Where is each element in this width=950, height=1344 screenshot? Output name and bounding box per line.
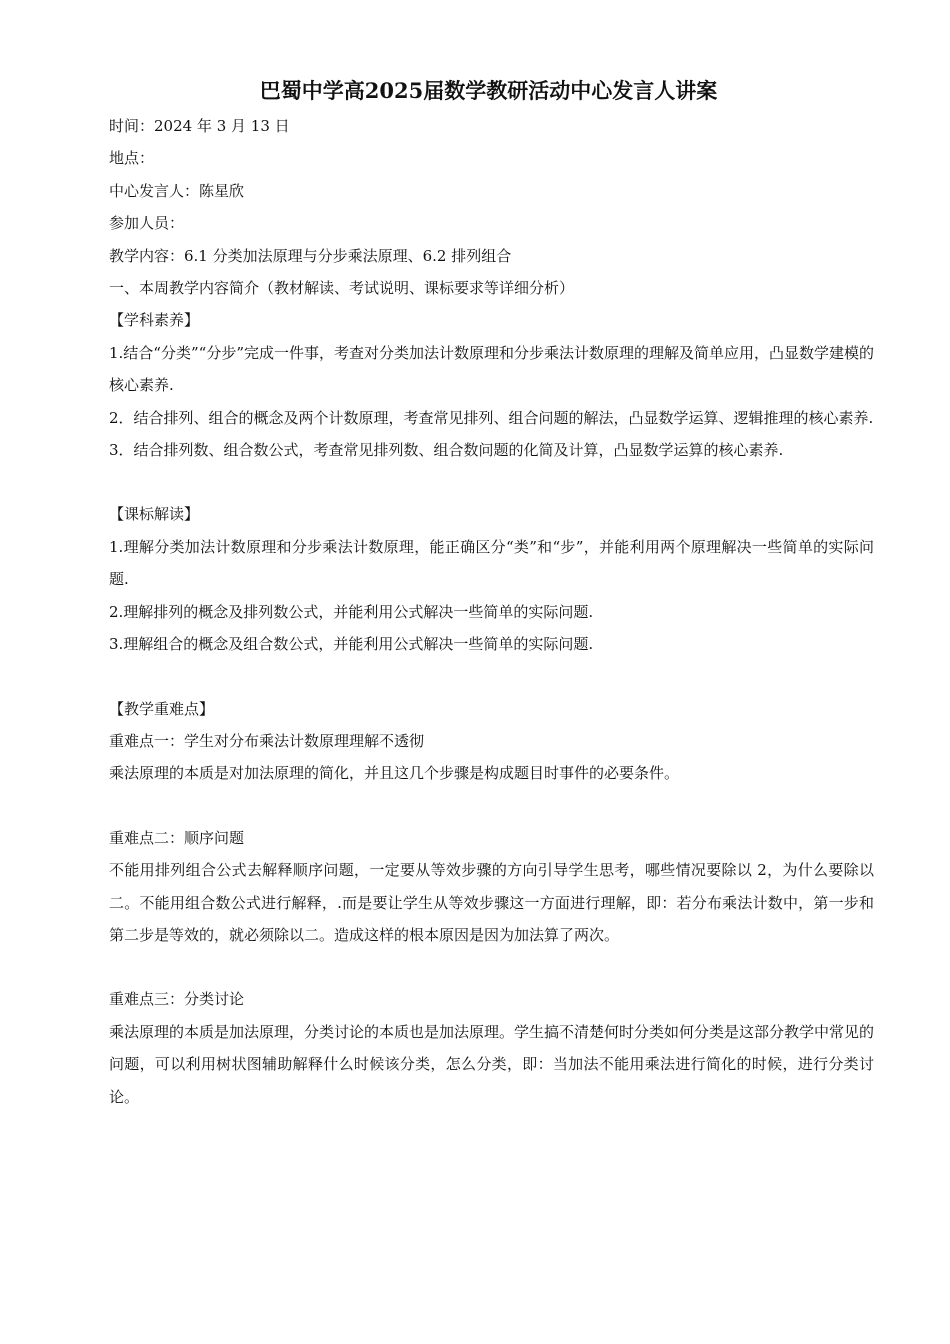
literacy-heading: 【学科素养】 bbox=[109, 311, 200, 330]
standards-item-2: 2.理解排列的概念及排列数公式，并能利用公式解决一些简单的实际问题. bbox=[109, 602, 594, 621]
key-point-2-text: 不能用排列组合公式去解释顺序问题，一定要从等效步骤的方向引导学生思考，哪些情况要除以 2，为什么要除以二。不能用组合数公式进行解释，.而是要让学生从等效步骤这一方面进行理解，即：若分布乘法计数中，第一步和第二步是等效的，就必须除以二。造成这样的根本原因是因为加法算了两次。 bbox=[109, 861, 874, 944]
key-point-1-title: 重难点一：学生对分布乘法计数原理理解不透彻 bbox=[109, 731, 425, 750]
key-point-1-text: 乘法原理的本质是对加法原理的简化，并且这几个步骤是构成题目时事件的必要条件。 bbox=[109, 764, 680, 783]
meta-time: 时间：2024 年 3 月 13 日 bbox=[109, 117, 290, 135]
spacer bbox=[109, 661, 874, 693]
standards-item-3: 3.理解组合的概念及组合数公式，并能利用公式解决一些简单的实际问题. bbox=[109, 635, 594, 654]
meta-place: 地点： bbox=[109, 149, 155, 168]
literacy-item-3: 3．结合排列数、组合数公式，考查常见排列数、组合数问题的化简及计算，凸显数学运算的核心素养. bbox=[109, 441, 784, 460]
key-points-heading: 【教学重难点】 bbox=[109, 699, 215, 718]
spacer bbox=[109, 466, 874, 498]
meta-content: 教学内容：6.1 分类加法原理与分步乘法原理、6.2 排列组合 bbox=[109, 246, 512, 265]
document-title: 巴蜀中学高2025届数学教研活动中心发言人讲案 bbox=[259, 78, 718, 103]
standards-item-1: 1.理解分类加法计数原理和分步乘法计数原理，能正确区分“类”和“步”，并能利用两个原理解决一些简单的实际问题. bbox=[109, 537, 874, 589]
spacer bbox=[109, 951, 874, 983]
key-point-3-text: 乘法原理的本质是加法原理，分类讨论的本质也是加法原理。学生搞不清楚何时分类如何分类是这部分教学中常见的问题，可以利用树状图辅助解释什么时候该分类，怎么分类，即：当加法不能用乘法进行简化的时候，进行分类讨论。 bbox=[109, 1022, 875, 1106]
spacer bbox=[109, 790, 874, 822]
meta-speaker: 中心发言人：陈星欣 bbox=[109, 181, 245, 200]
key-point-3-title: 重难点三：分类讨论 bbox=[109, 990, 245, 1009]
literacy-item-1: 1.结合“分类”“分步”完成一件事，考查对分类加法计数原理和分步乘法计数原理的理解及简单应用，凸显数学建模的核心素养. bbox=[109, 343, 874, 395]
key-point-2-title: 重难点二：顺序问题 bbox=[109, 828, 245, 847]
meta-participants: 参加人员： bbox=[109, 214, 185, 233]
section1-heading: 一、本周教学内容简介（教材解读、考试说明、课标要求等详细分析） bbox=[109, 279, 575, 298]
literacy-item-2: 2．结合排列、组合的概念及两个计数原理，考查常见排列、组合问题的解法，凸显数学运算、逻辑推理的核心素养. bbox=[109, 408, 874, 427]
standards-heading: 【课标解读】 bbox=[109, 505, 200, 524]
